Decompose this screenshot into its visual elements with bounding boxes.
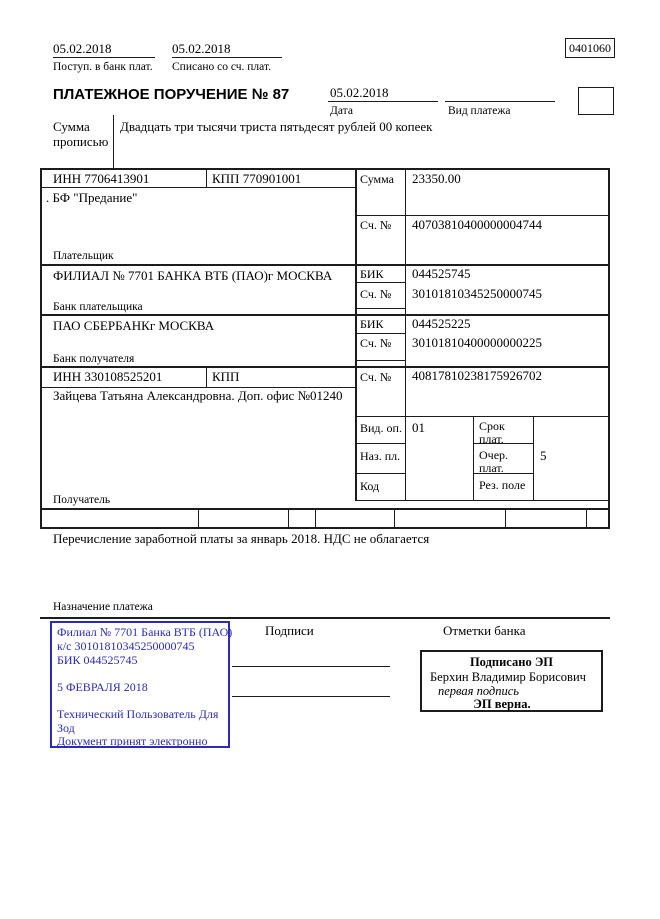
bank-stamp-line6: Зод bbox=[57, 721, 75, 735]
table-left-border bbox=[40, 168, 42, 529]
payer-label: Плательщик bbox=[53, 250, 114, 262]
priority-value: 5 bbox=[540, 448, 547, 463]
doc-date-underline bbox=[328, 101, 438, 102]
payee-bank-bik-label: БИК bbox=[360, 317, 384, 331]
payee-account: 40817810238175926702 bbox=[412, 368, 542, 383]
doc-date-label: Дата bbox=[330, 105, 353, 117]
date-debited-underline bbox=[172, 57, 282, 58]
date-received: 05.02.2018 bbox=[53, 41, 112, 56]
table-top-border bbox=[40, 168, 610, 170]
payee-label: Получатель bbox=[53, 494, 111, 506]
code-label: Код bbox=[360, 479, 380, 493]
purpose-text: Перечисление заработной платы за январь 2018. НДС не облагается bbox=[53, 531, 430, 546]
payee-bank-account: 30101810400000000225 bbox=[412, 335, 542, 350]
line-acc2 bbox=[355, 360, 405, 361]
bank-stamp-line3: БИК 044525745 bbox=[57, 653, 138, 667]
doc-date: 05.02.2018 bbox=[330, 85, 389, 100]
fields-row-div6 bbox=[586, 508, 587, 527]
line-acc1 bbox=[355, 308, 405, 309]
date-debited-label: Списано со сч. плат. bbox=[172, 61, 271, 73]
line-under-payer-bank bbox=[40, 314, 610, 316]
bank-stamp-line1: Филиал № 7701 Банка ВТБ (ПАО) bbox=[57, 625, 233, 639]
line-bik2 bbox=[355, 333, 405, 334]
table-mid-divider bbox=[355, 168, 357, 500]
payer-bank-account-label: Сч. № bbox=[360, 287, 392, 301]
line-under-sum bbox=[355, 215, 608, 216]
bank-stamp bbox=[50, 621, 233, 748]
priority-label: Очер. плат. bbox=[479, 448, 509, 476]
signature-stamp-verified: ЭП верна. bbox=[473, 697, 531, 711]
payer-inn: ИНН 7706413901 bbox=[53, 171, 150, 186]
payee-account-label: Сч. № bbox=[360, 370, 392, 384]
date-received-label: Поступ. в банк плат. bbox=[53, 61, 153, 73]
inn-kpp-divider-payee bbox=[206, 366, 207, 387]
amount-words-divider bbox=[113, 115, 114, 168]
fields-row-div3 bbox=[315, 508, 316, 527]
payer-account: 40703810400000004744 bbox=[412, 217, 542, 232]
line-under-payer-inn bbox=[40, 187, 355, 188]
minigrid-v2 bbox=[533, 416, 534, 500]
minigrid-bottom bbox=[355, 500, 608, 501]
payment-type-label: Вид платежа bbox=[448, 105, 511, 117]
payee-bank-account-label: Сч. № bbox=[360, 336, 392, 350]
sum-label: Сумма bbox=[360, 172, 394, 186]
purpose-underline bbox=[40, 617, 610, 619]
payer-bank-bik: 044525745 bbox=[412, 266, 471, 281]
line-under-payee bbox=[40, 508, 610, 510]
document-title: ПЛАТЕЖНОЕ ПОРУЧЕНИЕ № 87 bbox=[53, 86, 290, 103]
signature-line-2 bbox=[232, 696, 390, 697]
payer-bank-name: ФИЛИАЛ № 7701 БАНКА ВТБ (ПАО)г МОСКВА bbox=[53, 268, 333, 283]
fields-row-div4 bbox=[394, 508, 395, 527]
line-bik1 bbox=[355, 282, 405, 283]
table-right-border bbox=[608, 168, 610, 529]
sum-value: 23350.00 bbox=[412, 171, 461, 186]
date-debited: 05.02.2018 bbox=[172, 41, 231, 56]
signature-stamp-title: Подписано ЭП bbox=[469, 655, 554, 669]
reserve-label: Рез. поле bbox=[479, 478, 526, 492]
signatures-label: Подписи bbox=[265, 623, 314, 638]
op-type-label: Вид. оп. bbox=[360, 421, 402, 435]
payer-account-label: Сч. № bbox=[360, 218, 392, 232]
bank-stamp-line2: к/с 30101810345250000745 bbox=[57, 639, 195, 653]
signature-stamp-name: Берхин Владимир Борисович bbox=[430, 670, 586, 684]
payment-type-box bbox=[578, 87, 614, 115]
signature-stamp-note: первая подпись bbox=[438, 684, 519, 698]
payee-name: Зайцева Татьяна Александровна. Доп. офис №01240 bbox=[53, 388, 343, 403]
inn-kpp-divider-payer bbox=[206, 168, 207, 187]
minigrid-h2a bbox=[355, 473, 405, 474]
bank-stamp-line5: Технический Пользователь Для bbox=[57, 707, 219, 721]
signature-stamp bbox=[420, 650, 603, 712]
form-code-box: 0401060 bbox=[565, 38, 615, 58]
minigrid-top bbox=[355, 416, 608, 417]
purpose-label: Назначение платежа bbox=[53, 601, 153, 613]
table-bottom-border bbox=[40, 527, 610, 529]
payer-bank-label: Банк плательщика bbox=[53, 301, 143, 313]
line-under-payer bbox=[40, 264, 610, 266]
payment-type-underline bbox=[445, 101, 555, 102]
minigrid-h1a bbox=[355, 443, 405, 444]
payee-bank-name: ПАО СБЕРБАНКг МОСКВА bbox=[53, 318, 215, 333]
payee-bank-bik: 044525225 bbox=[412, 316, 471, 331]
amount-words-value: Двадцать три тысячи триста пятьдесят рублей 00 копеек bbox=[120, 119, 433, 134]
fields-row-div2 bbox=[288, 508, 289, 527]
payee-kpp-label: КПП bbox=[212, 369, 240, 384]
payer-bank-account: 30101810345250000745 bbox=[412, 286, 542, 301]
payer-name: . БФ "Предание" bbox=[46, 190, 138, 205]
fields-row-div5 bbox=[505, 508, 506, 527]
bank-marks-label: Отметки банка bbox=[443, 623, 526, 638]
signature-line-1 bbox=[232, 666, 390, 667]
amount-words-label: Сумма прописью bbox=[53, 119, 109, 149]
minigrid-v1 bbox=[473, 416, 474, 500]
bank-stamp-line7: Документ принят электронно bbox=[57, 734, 208, 748]
payer-bank-bik-label: БИК bbox=[360, 267, 384, 281]
purpose-kind-label: Наз. пл. bbox=[360, 449, 401, 463]
op-type-value: 01 bbox=[412, 420, 425, 435]
due-date-label: Срок плат. bbox=[479, 419, 505, 447]
date-received-underline bbox=[53, 57, 155, 58]
payee-inn: ИНН 330108525201 bbox=[53, 369, 163, 384]
payer-kpp: КПП 770901001 bbox=[212, 171, 302, 186]
payee-bank-label: Банк получателя bbox=[53, 353, 135, 365]
fields-row-div1 bbox=[198, 508, 199, 527]
bank-stamp-line4: 5 ФЕВРАЛЯ 2018 bbox=[57, 680, 148, 694]
label-column-divider bbox=[405, 168, 406, 500]
